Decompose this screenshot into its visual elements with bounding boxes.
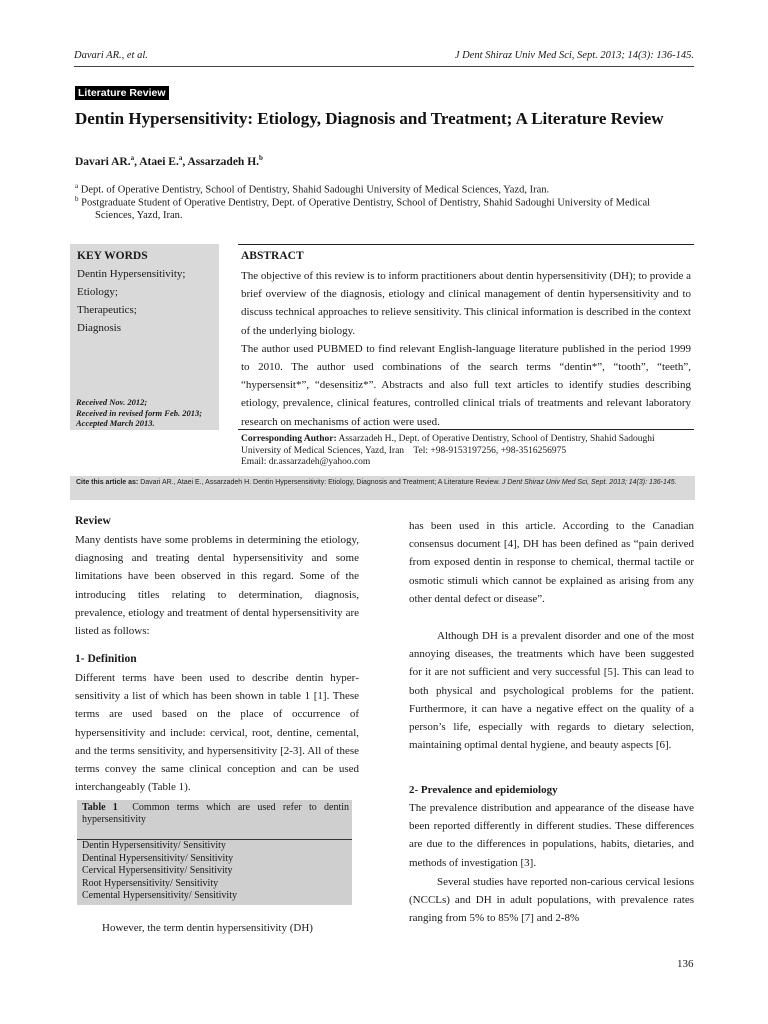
abstract-paragraph: The author used PUBMED to find relevant English-language literature published in the period 1999 to 2010. The author used combinations of the search terms “dentin*”, “tooth”, “teeth”, “hypersensit*”, “desensitiz*”. Abstracts and also full text articles to identify studies describing etiology, prevalence, clinical features, controlled clinical trials of treatments and relevant laboratory research on mechanisms of action were used. (241, 342, 691, 428)
keyword-item: Dentin Hypersensitivity; (77, 268, 186, 280)
author-affiliation-mark: b (259, 154, 263, 162)
accepted-date: Accepted March 2013. (76, 418, 155, 428)
corresponding-author: Corresponding Author: Assarzadeh H., Dept. of Operative Dentistry, School of Dentistry, Shahid Sadoughi University of Medical Sciences, Yazd, Iran Tel: +98-9153197256, +98-3516256975 Email: dr.assarzadeh@yahoo.com (241, 434, 693, 469)
citation-text: Cite this article as: Davari AR., Ataei E., Assarzadeh H. Dentin Hypersensitivity: Etiology, Diagnosis and Treatment; A Literature Review. J Dent Shiraz Univ Med Sci, Sept. 2013; 14(3): 136-145. (76, 479, 677, 486)
affiliation-text: Postgraduate Student of Operative Dentistry, Dept. of Operative Dentistry, School of Dentistry, Shahid Sadoughi University of Medical (81, 197, 651, 209)
citation-journal: J Dent Shiraz Univ Med Sci, Sept. 2013; 14(3): 136-145. (501, 479, 677, 486)
prevalence-paragraph: The prevalence distribution and appearance of the disease have been reported differently in different studies. These differences are due to the differences in populations, habits, dietaries, and methods of investigation [3]. (409, 802, 694, 869)
author-name: Davari AR. (75, 155, 131, 168)
affiliation-b: $^b$ Postgraduate Student of Operative Dentistry, Dept. of Operative Dentistry, School of Dentistry, Shahid Sadoughi University of Medical Sciences, Yazd, Iran. (75, 193, 700, 223)
table-row: Cemental Hypersensitivity/ Sensitivity (82, 890, 237, 901)
abstract-heading: ABSTRACT (241, 250, 304, 262)
affiliation-a: $^a$ Dept. of Operative Dentistry, School of Dentistry, Shahid Sadoughi University of Medical Sciences, Yazd, Iran. (75, 182, 550, 196)
citation-label: Cite this article as: (76, 479, 139, 486)
review-paragraph: Many dentists have some problems in determining the etiology, diagnosing and treating dental hypersensitivity and some limitations have been observed in this regard. Some of the introducing titles relating to determination, diagnosis, prevalence, etiology and treatment of dental hypersensitivity are listed as follows: (75, 534, 359, 638)
table-row: Cervical Hypersensitivity/ Sensitivity (82, 865, 233, 876)
table-1-label: Table 1 (82, 802, 118, 813)
table-row: Dentinal Hypersensitivity/ Sensitivity (82, 852, 234, 864)
affiliation-text: Dept. of Operative Dentistry, School of Dentistry, Shahid Sadoughi University of Medical Sciences, Yazd, Iran. (80, 184, 550, 196)
prevalence-paragraph-2: Several studies have reported non-carious cervical lesions (NCCLs) and DH in adult populations, with prevalence rates ranging from 5% to 85% [7] and 2-8% (409, 876, 694, 925)
affiliation-text-cont: Sciences, Yazd, Iran. (95, 210, 183, 221)
definition-heading: 1- Definition (75, 653, 137, 665)
corresponding-email: Email: dr.assarzadeh@yahoo.com (241, 457, 371, 467)
table-1-caption: Table 1 Common terms which are used refer to dentin hypersensitivity (82, 802, 350, 825)
keyword-item: Therapeutics; (77, 304, 137, 316)
running-header-authors: Davari AR., et al. (74, 50, 148, 61)
section-tag: Literature Review (75, 86, 169, 100)
treatment-paragraph: Although DH is a prevalent disorder and one of the most annoying diseases, the treatments which have been suggested for it are not sufficient and very successful [5]. This can lead to both physical and psychological problems for the patient. Furthermore, it can have a negative effect on the quality of a person’s life, especially with regards to dietary selection, maintaining optimal dental hygiene, and beauty aspects [6]. (409, 630, 694, 752)
prevalence-heading: 2- Prevalence and epidemiology (409, 784, 558, 796)
article-title: Dentin Hypersensitivity: Etiology, Diagnosis and Treatment; A Literature Review (75, 109, 664, 128)
page-number: 136 (677, 958, 694, 970)
definition-paragraph-cont: has been used in this article. According to the Canadian consensus document [4], DH has been defined as “pain derived from exposed dentin in response to chemical, thermal tactile or osmotic stimuli which cannot be explained as arising from any other dental defect or disease”. (409, 520, 694, 605)
author-affiliation-mark: a (130, 154, 135, 162)
table-row: Dentin Hypersensitivity/ Sensitivity (82, 840, 226, 851)
table-row: Root Hypersensitivity/ Sensitivity (82, 877, 219, 889)
abstract-body (241, 267, 691, 431)
abstract-bottom-divider (238, 429, 694, 430)
definition-paragraph: Different terms have been used to describe dentin hypersensitivity a list of which has been shown in table 1 [1]. These terms are used based on the place of occurrence of hypersensitivity and include: cervical, root, dentine, cemental, and the terms sensitivity, and hypersensitivity [2-3]. All of these terms convey the same clinical conception and can be used interchangeably (Table 1). (75, 672, 359, 794)
author-name: Ataei E. (139, 155, 179, 168)
article-dates (76, 397, 202, 429)
author-list: Davari AR.$^a$, Ataei E.$^a$, Assarzadeh H.$^b$ (75, 154, 263, 168)
abstract-top-divider (238, 244, 694, 245)
keywords-heading: KEY WORDS (77, 250, 148, 262)
corresponding-label: Corresponding Author: (241, 434, 337, 444)
keyword-item: Diagnosis (77, 322, 121, 334)
author-affiliation-mark: a (178, 154, 183, 162)
continued-paragraph: However, the term dentin hypersensitivity (DH) (102, 922, 313, 934)
review-heading: Review (75, 515, 111, 527)
header-divider (74, 66, 694, 67)
revised-date: Received in revised form Feb. 2013; (76, 407, 203, 418)
running-header-journal: J Dent Shiraz Univ Med Sci, Sept. 2013; 14(3): 136-145. (454, 50, 694, 61)
received-date: Received Nov. 2012; (76, 397, 148, 407)
keyword-item: Etiology; (77, 286, 118, 298)
author-name: Assarzadeh H. (187, 155, 260, 168)
abstract-paragraph: The objective of this review is to inform practitioners about dentin hypersensitivity (DH); to provide a brief overview of the diagnosis, etiology and clinical management of dentin hypersensitivity and to discuss technical approaches to relieve sensitivity. This clinical information is described in the context of the underlying biology. (241, 270, 691, 337)
